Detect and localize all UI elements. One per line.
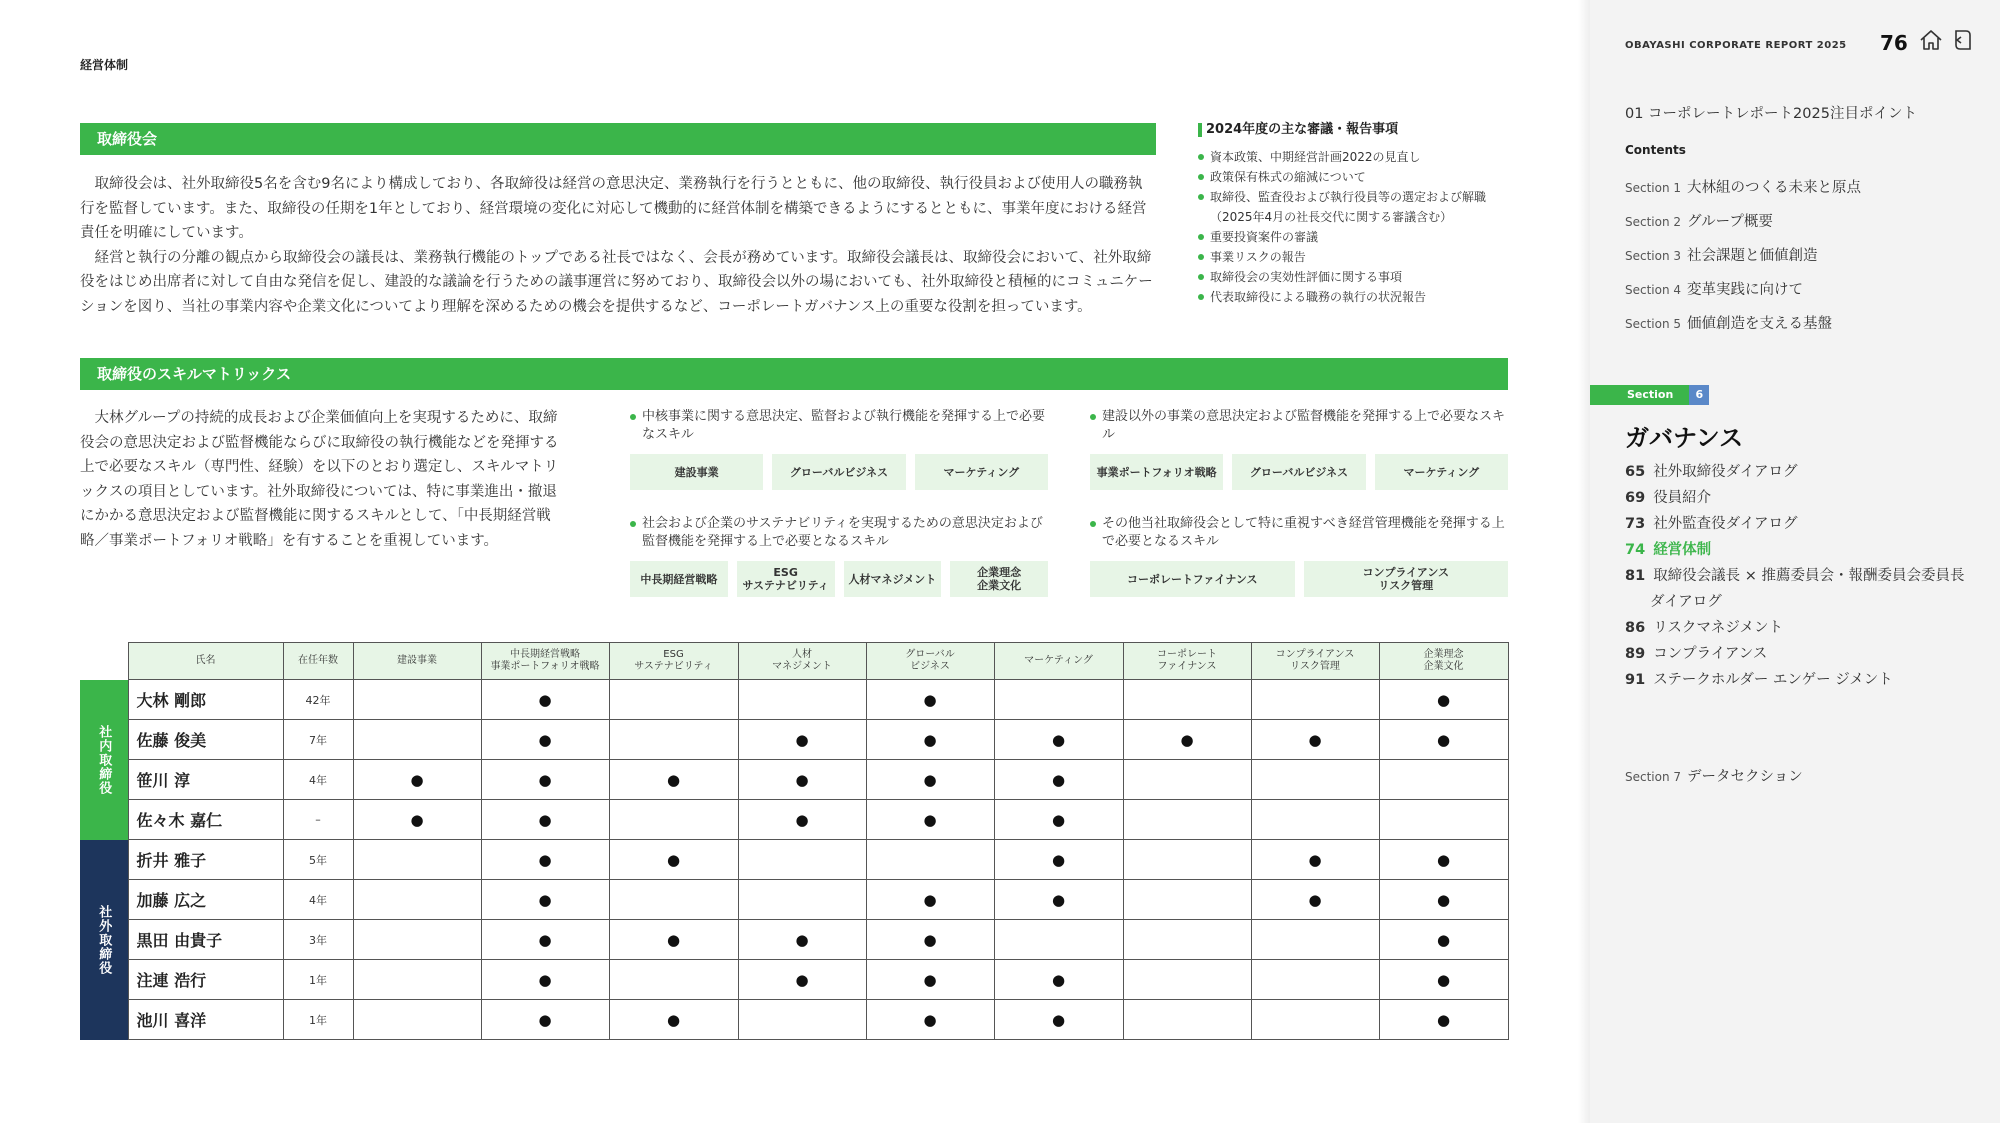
skill-mark: ●	[538, 1010, 552, 1029]
table-row	[80, 840, 1508, 880]
sidebar-item-section-1[interactable]	[1625, 178, 1861, 212]
subitem-page: 91	[1625, 672, 1646, 688]
skill-cell	[1123, 680, 1251, 720]
skill-cell	[1251, 920, 1379, 960]
skill-group-sustainability	[630, 515, 1048, 597]
topics-box	[1198, 123, 1528, 307]
table-row	[80, 920, 1508, 960]
contents-label: Contents	[1625, 143, 1686, 157]
skill-chip: グローバルビジネス	[1232, 454, 1365, 490]
tenure-years: 7年	[283, 720, 353, 760]
skill-mark: ●	[1436, 890, 1451, 909]
skill-mark: ●	[1436, 930, 1451, 949]
director-name: 折井 雅子	[128, 840, 283, 880]
section-label: グループ概要	[1687, 214, 1773, 230]
skill-cell	[1379, 880, 1508, 920]
section-label: 社会課題と価値創造	[1687, 248, 1818, 264]
topic-item: 資本政策、中期経営計画2022の見直し	[1198, 147, 1528, 167]
tenure-years: 42年	[283, 680, 353, 720]
skill-cell	[609, 1000, 738, 1040]
skill-mark: ●	[1051, 770, 1066, 789]
subitem-label: 役員紹介	[1653, 490, 1712, 506]
skill-cell	[994, 1000, 1123, 1040]
sidebar-subitem-list	[1625, 459, 1995, 693]
skill-cell	[1379, 1000, 1508, 1040]
skills-intro	[80, 406, 562, 553]
director-name: 加藤 広之	[128, 880, 283, 920]
matrix-header-cell: 在任年数	[283, 643, 353, 680]
skill-chip: 人材マネジメント	[844, 561, 942, 597]
skill-cell	[866, 920, 994, 960]
skill-cell	[353, 800, 481, 840]
skill-cell	[609, 720, 738, 760]
section-label: 大林組のつくる未来と原点	[1687, 180, 1862, 196]
skill-mark: ●	[538, 810, 552, 829]
board-paragraph-1: 取締役会は、社外取締役5名を含む9名により構成しており、各取締役は経営の意思決定、業務執行を行うとともに、他の取締役、執行役員および使用人の職務執行を監督しています。また、取締役の任期を1年としており、経営環境の変化に対応して機動的に経営体制を構築できるようにするとともに、事業年度における経営責任を明確にしています。	[80, 176, 1147, 241]
tenure-years: 4年	[283, 880, 353, 920]
skill-cell	[1251, 680, 1379, 720]
skill-mark: ●	[1436, 850, 1451, 869]
skill-cell	[481, 680, 609, 720]
skill-cell	[609, 840, 738, 880]
skill-mark: ●	[538, 970, 552, 989]
skill-cell	[738, 920, 866, 960]
director-group-label	[80, 680, 128, 840]
skill-cell	[353, 960, 481, 1000]
skill-cell	[1123, 960, 1251, 1000]
skill-mark: ●	[923, 730, 937, 749]
board-description	[80, 172, 1156, 319]
subitem-label: 取締役会議長 × 推薦委員会・報酬委員会委員長	[1653, 568, 1965, 584]
subitem-page: 74	[1625, 542, 1646, 558]
skill-cell	[1251, 1000, 1379, 1040]
topics-title: 2024年度の主な審議・報告事項	[1198, 123, 1528, 137]
skill-mark: ●	[923, 970, 937, 989]
skill-cell	[609, 800, 738, 840]
skill-cell	[994, 760, 1123, 800]
skill-cell	[1123, 800, 1251, 840]
skill-mark: ●	[923, 810, 937, 829]
skill-mark: ●	[1051, 730, 1066, 749]
director-group-label	[80, 840, 128, 1040]
skill-mark: ●	[1436, 970, 1451, 989]
subitem-page: 86	[1625, 620, 1646, 636]
skill-mark: ●	[923, 930, 937, 949]
back-icon[interactable]	[1950, 27, 1974, 53]
skill-cell	[738, 1000, 866, 1040]
sidebar-subitem[interactable]	[1625, 563, 1995, 589]
skill-cell	[866, 720, 994, 760]
skill-chip: マーケティング	[1375, 454, 1508, 490]
sidebar-subitem[interactable]	[1625, 641, 1995, 667]
skill-cell	[866, 960, 994, 1000]
skill-mark: ●	[410, 770, 424, 789]
director-name: 注連 浩行	[128, 960, 283, 1000]
sidebar-item-section-5[interactable]	[1625, 314, 1861, 348]
skill-mark: ●	[538, 850, 552, 869]
skill-chip: 企業理念 企業文化	[950, 561, 1048, 597]
table-row	[80, 880, 1508, 920]
skill-mark: ●	[795, 930, 809, 949]
header-spacer	[80, 643, 128, 680]
matrix-header-cell: 建設事業	[353, 643, 481, 680]
skill-cell	[738, 880, 866, 920]
director-name: 大林 剛郎	[128, 680, 283, 720]
skill-mark: ●	[1051, 1010, 1066, 1029]
tenure-years: 5年	[283, 840, 353, 880]
skill-cell	[1251, 760, 1379, 800]
skill-cell	[994, 720, 1123, 760]
skill-cell	[1379, 960, 1508, 1000]
skill-mark: ●	[795, 730, 809, 749]
sidebar-subitem[interactable]	[1625, 459, 1995, 485]
skill-cell	[609, 960, 738, 1000]
matrix-header-cell: グローバル ビジネス	[866, 643, 994, 680]
skill-chip: コーポレートファイナンス	[1090, 561, 1295, 597]
sidebar-item-section-2[interactable]	[1625, 212, 1861, 246]
sidebar-subitem[interactable]	[1625, 485, 1995, 511]
skill-cell	[738, 680, 866, 720]
skill-mark: ●	[1436, 690, 1451, 709]
skill-cell	[738, 840, 866, 880]
table-row	[80, 960, 1508, 1000]
skill-group-heading: 中核事業に関する意思決定、監督および執行機能を発揮する上で必要なスキル	[630, 408, 1048, 448]
sidebar-section-list	[1625, 178, 1861, 348]
skill-cell	[994, 960, 1123, 1000]
skill-cell	[353, 920, 481, 960]
skill-cell	[1379, 760, 1508, 800]
sidebar-subitem[interactable]	[1625, 667, 1995, 693]
tenure-years: 1年	[283, 1000, 353, 1040]
current-section-badge	[1590, 385, 1709, 405]
skill-group-core	[630, 408, 1048, 490]
matrix-header-cell: 中長期経営戦略 事業ポートフォリオ戦略	[481, 643, 609, 680]
skill-mark: ●	[1308, 850, 1322, 869]
sidebar-highlight-link[interactable]: 01 コーポレートレポート2025注目ポイント	[1625, 106, 1917, 122]
sidebar-subitem-active[interactable]	[1625, 537, 1995, 563]
skill-cell	[1123, 720, 1251, 760]
skill-group-non-construction	[1090, 408, 1508, 490]
section-number: Section 3	[1625, 249, 1682, 263]
skill-mark: ●	[666, 850, 681, 869]
skill-cell	[994, 800, 1123, 840]
skill-mark: ●	[410, 810, 424, 829]
skill-cell	[994, 680, 1123, 720]
sidebar-item-section-4[interactable]	[1625, 280, 1861, 314]
subitem-label: 社外監査役ダイアログ	[1653, 516, 1798, 532]
subitem-page: 81	[1625, 568, 1646, 584]
skill-chip: ESG サステナビリティ	[737, 561, 835, 597]
matrix-header-cell: ESG サステナビリティ	[609, 643, 738, 680]
skill-cell	[1379, 920, 1508, 960]
skill-mark: ●	[666, 1010, 681, 1029]
section-label: 価値創造を支える基盤	[1687, 316, 1833, 332]
skill-cell	[481, 760, 609, 800]
skill-cell	[1379, 720, 1508, 760]
section-word: Section	[1590, 385, 1689, 405]
skill-chip: 中長期経営戦略	[630, 561, 728, 597]
skill-cell	[994, 840, 1123, 880]
skill-cell	[1123, 840, 1251, 880]
skill-mark: ●	[1308, 730, 1322, 749]
skill-mark: ●	[1436, 1010, 1451, 1029]
skill-mark: ●	[795, 970, 809, 989]
skill-mark: ●	[923, 690, 937, 709]
topic-item: 重要投資案件の審議	[1198, 227, 1528, 247]
matrix-header-cell: マーケティング	[994, 643, 1123, 680]
skill-mark: ●	[1051, 850, 1066, 869]
skill-cell	[1123, 920, 1251, 960]
table-row	[80, 760, 1508, 800]
skill-chip: マーケティング	[915, 454, 1048, 490]
tenure-years: 1年	[283, 960, 353, 1000]
skill-cell	[866, 880, 994, 920]
table-row	[80, 720, 1508, 760]
skill-mark: ●	[1051, 970, 1066, 989]
skill-mark: ●	[538, 730, 552, 749]
skill-cell	[994, 880, 1123, 920]
skill-cell	[866, 680, 994, 720]
skill-chip: 建設事業	[630, 454, 763, 490]
skill-cell	[866, 800, 994, 840]
sidebar-subitem-continued[interactable]	[1625, 589, 1995, 615]
skill-mark: ●	[538, 690, 552, 709]
skill-chip: グローバルビジネス	[772, 454, 905, 490]
skill-cell	[994, 920, 1123, 960]
subitem-page: 73	[1625, 516, 1646, 532]
skill-cell	[353, 840, 481, 880]
table-row	[80, 680, 1508, 720]
group-label-text: 社内取締役	[96, 724, 112, 795]
sidebar-subitem[interactable]	[1625, 511, 1995, 537]
sidebar-item-section-3[interactable]	[1625, 246, 1861, 280]
skill-cell	[1251, 800, 1379, 840]
skill-cell	[481, 960, 609, 1000]
sidebar-item-section-7[interactable]	[1625, 767, 1803, 787]
section-label: データセクション	[1687, 769, 1803, 785]
table-row	[80, 1000, 1508, 1040]
skill-cell	[1379, 680, 1508, 720]
matrix-header-cell: コーポレート ファイナンス	[1123, 643, 1251, 680]
skill-mark: ●	[923, 890, 937, 909]
skill-mark: ●	[1436, 730, 1451, 749]
group-label-text: 社外取締役	[96, 904, 112, 975]
skill-mark: ●	[1308, 890, 1322, 909]
skill-matrix-table	[80, 642, 1509, 1040]
subitem-page: 69	[1625, 490, 1646, 506]
skill-cell	[866, 760, 994, 800]
skill-cell	[353, 680, 481, 720]
skill-cell	[481, 720, 609, 760]
section-number: Section 1	[1625, 181, 1682, 195]
board-section-title: 取締役会	[80, 123, 1156, 155]
skill-cell	[353, 720, 481, 760]
subitem-label: 経営体制	[1653, 542, 1712, 558]
skill-cell	[609, 920, 738, 960]
skill-cell	[1251, 840, 1379, 880]
skill-cell	[609, 680, 738, 720]
skill-mark: ●	[1051, 810, 1066, 829]
skill-cell	[1123, 760, 1251, 800]
director-name: 佐藤 俊美	[128, 720, 283, 760]
skill-chip: コンプライアンス リスク管理	[1304, 561, 1509, 597]
skill-cell	[609, 880, 738, 920]
skill-cell	[1123, 1000, 1251, 1040]
tenure-years: 3年	[283, 920, 353, 960]
skill-cell	[866, 1000, 994, 1040]
skill-cell	[1251, 960, 1379, 1000]
skill-cell	[481, 1000, 609, 1040]
skills-intro-text: 大林グループの持続的成長および企業価値向上を実現するために、取締役会の意思決定および監督機能ならびに取締役の執行機能などを発揮する上で必要なスキル（専門性、経験）を以下のとおり選定し、スキルマトリックスの項目としています。社外取締役については、特に事業進出・撤退にかかる意思決定および監督機能に関するスキルとして、「中長期経営戦略／事業ポートフォリオ戦略」を有することを重視しています。	[80, 410, 559, 549]
subitem-label: 社外取締役ダイアログ	[1653, 464, 1798, 480]
tenure-years: 4年	[283, 760, 353, 800]
section-number-badge: 6	[1689, 385, 1709, 405]
matrix-header-cell: 氏名	[128, 643, 283, 680]
skill-cell	[1123, 880, 1251, 920]
topic-item-continued: （2025年4月の社長交代に関する審議含む）	[1210, 210, 1453, 224]
skill-mark: ●	[538, 930, 552, 949]
skill-chip: 事業ポートフォリオ戦略	[1090, 454, 1223, 490]
skill-mark: ●	[538, 890, 552, 909]
skill-group-heading: 建設以外の事業の意思決定および監督機能を発揮する上で必要なスキル	[1090, 408, 1508, 448]
skill-cell	[481, 880, 609, 920]
skill-mark: ●	[1180, 730, 1194, 749]
skill-mark: ●	[666, 770, 681, 789]
skill-mark: ●	[795, 770, 809, 789]
topic-item: 代表取締役による職務の執行の状況報告	[1198, 287, 1528, 307]
skill-cell	[353, 880, 481, 920]
page-label: 経営体制	[80, 58, 129, 72]
skill-cell	[481, 840, 609, 880]
skill-group-heading: その他当社取締役会として特に重視すべき経営管理機能を発揮する上で必要となるスキル	[1090, 515, 1508, 555]
subitem-label: ステークホルダー エンゲー ジメント	[1653, 672, 1893, 688]
skills-section-title: 取締役のスキルマトリックス	[80, 358, 1508, 390]
skill-cell	[609, 760, 738, 800]
skill-group-heading: 社会および企業のサステナビリティを実現するための意思決定および監督機能を発揮する上で必要となるスキル	[630, 515, 1048, 555]
subitem-label: リスクマネジメント	[1653, 620, 1783, 636]
director-name: 佐々木 嘉仁	[128, 800, 283, 840]
director-name: 黒田 由貴子	[128, 920, 283, 960]
skill-cell	[1251, 880, 1379, 920]
home-icon[interactable]	[1918, 27, 1944, 53]
skill-mark: ●	[923, 1010, 937, 1029]
skill-cell	[353, 760, 481, 800]
skill-cell	[1379, 800, 1508, 840]
board-paragraph-2: 経営と執行の分離の観点から取締役会の議長は、業務執行機能のトップである社長ではなく、会長が務めています。取締役会議長は、取締役会において、社外取締役をはじめ出席者に対して自由な発信を促し、建設的な議論を行うための議事運営に努めており、取締役会以外の場においても、社外取締役と積極的にコミュニケーションを図り、当社の事業内容や企業文化についてより理解を深めるための機会を提供するなど、コーポレートガバナンス上の重要な役割を担っています。	[80, 249, 1153, 315]
subitem-label: コンプライアンス	[1653, 646, 1768, 662]
section-label: 変革実践に向けて	[1687, 282, 1804, 298]
director-name: 笹川 淳	[128, 760, 283, 800]
skill-cell	[738, 960, 866, 1000]
skill-cell	[1379, 840, 1508, 880]
skill-cell	[866, 840, 994, 880]
section-number: Section 4	[1625, 283, 1682, 297]
topic-item: 取締役、監査役および執行役員等の選定および解職	[1198, 187, 1528, 207]
section-number: Section 5	[1625, 317, 1682, 331]
skill-cell	[738, 720, 866, 760]
subitem-page: 89	[1625, 646, 1646, 662]
skill-cell	[738, 800, 866, 840]
skill-cell	[353, 1000, 481, 1040]
skill-cell	[1251, 720, 1379, 760]
skill-cell	[738, 760, 866, 800]
sidebar-nav	[1590, 0, 2000, 1123]
page-number: 76	[1880, 31, 1908, 55]
skill-mark: ●	[923, 770, 937, 789]
skill-cell	[481, 920, 609, 960]
matrix-header-cell: コンプライアンス リスク管理	[1251, 643, 1379, 680]
subitem-page: 65	[1625, 464, 1646, 480]
section-number: Section 7	[1625, 770, 1682, 784]
skill-mark: ●	[1051, 890, 1066, 909]
topic-item: 事業リスクの報告	[1198, 247, 1528, 267]
skill-mark: ●	[538, 770, 552, 789]
section-number: Section 2	[1625, 215, 1682, 229]
table-row	[80, 800, 1508, 840]
matrix-header-cell: 人材 マネジメント	[738, 643, 866, 680]
current-section-title: ガバナンス	[1625, 424, 1744, 452]
report-title: OBAYASHI CORPORATE REPORT 2025	[1625, 40, 1847, 51]
skill-group-management	[1090, 515, 1508, 597]
skill-mark: ●	[795, 810, 809, 829]
matrix-header-cell: 企業理念 企業文化	[1379, 643, 1508, 680]
topic-item: 取締役会の実効性評価に関する事項	[1198, 267, 1528, 287]
skill-cell	[481, 800, 609, 840]
subitem-label: ダイアログ	[1650, 594, 1722, 610]
tenure-years: –	[283, 800, 353, 840]
topic-item: 政策保有株式の縮減について	[1198, 167, 1528, 187]
sidebar-subitem[interactable]	[1625, 615, 1995, 641]
skill-mark: ●	[666, 930, 681, 949]
director-name: 池川 喜洋	[128, 1000, 283, 1040]
